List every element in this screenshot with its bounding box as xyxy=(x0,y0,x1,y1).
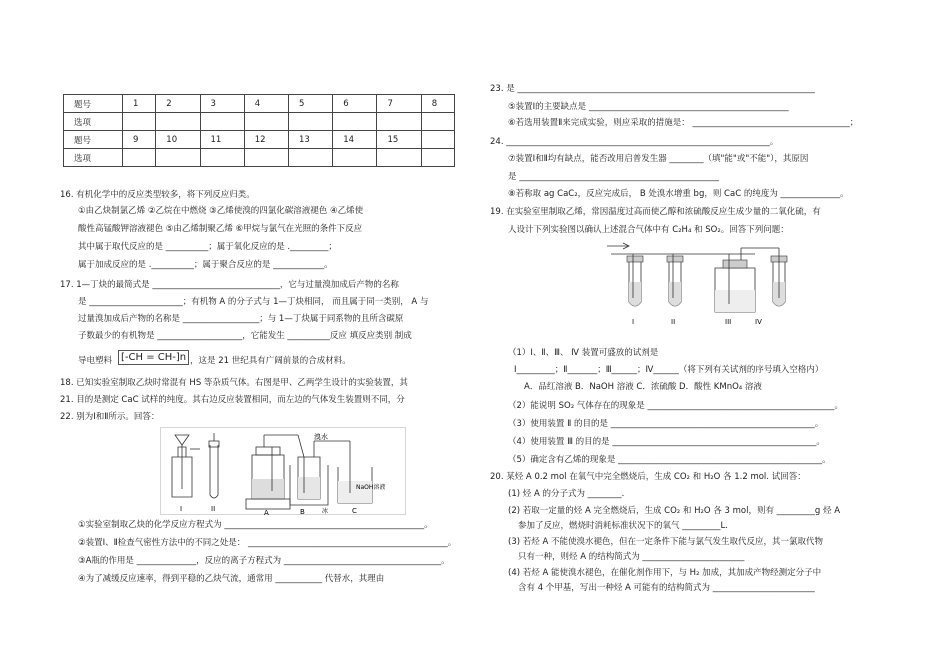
table-cell: 4 xyxy=(244,95,288,113)
q19-sub2[interactable]: （2）能说明 SO₂ 气体存在的现象是 ____________________________________________。 xyxy=(508,401,844,411)
q16-reaction-list: 酸性高锰酸钾溶液褪色 ⑤由乙烯制聚乙烯 ⑥甲烷与氯气在光照的条件下反应 xyxy=(78,224,363,234)
table-cell: 13 xyxy=(288,131,332,149)
q16-reaction-list: ①由乙炔制氯乙烯 ②乙烷在中燃烧 ③乙烯使溴的四氯化碳溶液褪色 ④乙烯使 xyxy=(78,206,364,216)
q18-sub8[interactable]: ⑧若称取 ag CaC₂，反应完成后， B 处溴水增重 bg，则 CaC 的纯度为 ______________。 xyxy=(508,189,849,199)
table-cell: 8 xyxy=(421,95,454,113)
answer-cell[interactable] xyxy=(421,113,454,131)
tube-i xyxy=(627,254,643,306)
q19-sub5[interactable]: （5）确定含有乙烯的现象是 ________________________________________________。 xyxy=(508,455,831,465)
question-19: 人设计下列实验图以确认上述混合气体中有 C₂H₄ 和 SO₂。回答下列问题： xyxy=(508,225,789,235)
table-row xyxy=(64,149,455,167)
bottle-iii xyxy=(715,248,779,312)
table-row xyxy=(64,131,455,149)
label-naoh: NaOH溶液 xyxy=(356,484,386,491)
q18-sub7-reason[interactable]: 是 _______________________________________________ xyxy=(508,172,719,182)
q17-text[interactable]: 过量溴加成后产物的名称是 __________________；与 1—丁炔属于同系物的且所含碳原 xyxy=(78,314,404,324)
answer-cell[interactable] xyxy=(244,149,288,167)
apparatus-ii xyxy=(209,433,219,498)
table-cell xyxy=(421,131,454,149)
q18-sub6[interactable]: ⑥若选用装置Ⅱ来完成实验，则应采取的措施是： _____________________________________； xyxy=(508,118,859,128)
table-cell: 12 xyxy=(244,131,288,149)
answer-cell[interactable] xyxy=(377,149,421,167)
q17-text[interactable]: 子数最少的有机物是 ____________________，它能发生 __________反应 填反应类别 制成 xyxy=(78,331,412,341)
q20-sub1[interactable]: (1) 烃 A 的分子式为 ________. xyxy=(508,489,625,499)
answer-cell[interactable] xyxy=(244,113,288,131)
table-cell: 14 xyxy=(333,131,377,149)
ethylene-apparatus-figure xyxy=(605,240,805,328)
q18-continue[interactable]: 23. 是 ______________________________________________________________________ xyxy=(490,84,815,94)
table-cell: 15 xyxy=(377,131,421,149)
tube-iv xyxy=(771,248,787,306)
table-cell: 6 xyxy=(333,95,377,113)
label-ii: II xyxy=(671,318,676,326)
q20-sub3-cont[interactable]: 只有一种，则烃 A 的结构简式为 ________________________ xyxy=(518,552,745,562)
label-ii: II xyxy=(211,505,216,513)
table-cell: 题号 xyxy=(64,131,123,149)
q17-text: ，这是 21 世纪具有广阔前景的合成材料。 xyxy=(190,356,351,366)
q18-sub4[interactable]: ④为了减缓反应速率，得到平稳的乙炔气流，通常用 ___________ 代替水，其理由 xyxy=(78,574,385,584)
label-i: I xyxy=(632,318,635,326)
label-ice: 冰 xyxy=(322,508,329,515)
table-cell: 5 xyxy=(288,95,332,113)
acetylene-apparatus-figure xyxy=(160,427,406,515)
table-cell: 9 xyxy=(123,131,156,149)
polymer-formula: [-CH = CH-]n xyxy=(118,350,189,365)
q20-sub2[interactable]: (2) 若取一定量的烃 A 完全燃烧后，生成 CO₂ 和 H₂O 各 3 mol，则有 _________g 烃 A xyxy=(508,506,841,516)
q18-sub3[interactable]: ③A瓶的作用是 ______________，反应的离子方程式为 _____________________________________。 xyxy=(78,556,450,566)
answer-cell[interactable] xyxy=(123,149,156,167)
answer-cell[interactable] xyxy=(377,113,421,131)
q19-sub3[interactable]: （3）使用装置 Ⅱ 的目的是 ________________________________________________。 xyxy=(508,419,824,429)
question-16: 16. 有机化学中的反应类型较多，将下列反应归类。 xyxy=(60,190,255,200)
answer-cell[interactable] xyxy=(333,149,377,167)
label-iii: III xyxy=(725,318,732,326)
question-19: 19. 在实验室里制取乙烯，常因温度过高而使乙醇和浓硫酸反应生成少量的二氧化硫，有 xyxy=(490,207,821,217)
table-cell: 题号 xyxy=(64,95,123,113)
q17-text[interactable]: 是 ______________________；有机物 A 的分子式与 1—丁炔相同， 而且属于同一类别， A 与 xyxy=(78,297,429,307)
table-cell: 1 xyxy=(123,95,156,113)
answer-cell[interactable] xyxy=(156,149,200,167)
table-cell: 7 xyxy=(377,95,421,113)
apparatus-i xyxy=(172,435,200,497)
q16-blank[interactable]: 属于加成反应的是 .__________；属于聚合反应的是 ____________。 xyxy=(78,260,333,270)
question-18: 21. 目的是测定 CaC 试样的纯度。其右边反应装置相同，而左边的气体发生装置则不同，分 xyxy=(60,395,405,405)
answer-cell[interactable] xyxy=(288,149,332,167)
answer-cell[interactable] xyxy=(200,113,244,131)
question-18: 18. 已知实验室制取乙炔时常混有 HS 等杂质气体。右图是甲、乙两学生设计的实验装置，其 xyxy=(60,378,408,388)
label-a: A xyxy=(264,509,269,515)
answer-cell[interactable] xyxy=(333,113,377,131)
q18-sub1[interactable]: ①实验室制取乙炔的化学反应方程式为 _______________________________________________。 xyxy=(78,520,433,530)
beaker-c xyxy=(338,441,372,503)
table-cell: 选项 xyxy=(64,149,123,167)
question-18: 22. 别为Ⅰ和Ⅱ所示。回答： xyxy=(60,412,160,422)
tube-ii xyxy=(667,254,683,306)
q20-sub3: (3) 若烃 A 不能使溴水褪色，但在一定条件下能与氯气发生取代反应，其一氯取代物 xyxy=(508,537,823,547)
label-c: C xyxy=(352,507,357,515)
table-cell: 选项 xyxy=(64,113,123,131)
q19-sub4[interactable]: （4）使用装置 Ⅲ 的目的是 ________________________________________________。 xyxy=(508,437,825,447)
table-cell: 2 xyxy=(156,95,200,113)
answer-table xyxy=(63,94,455,167)
q18-continue[interactable]: 24. ______________________________________________________________。 xyxy=(490,137,779,147)
table-cell: 11 xyxy=(200,131,244,149)
label-bromine-water: 溴水 xyxy=(314,433,328,441)
table-cell: 10 xyxy=(156,131,200,149)
label-b: B xyxy=(300,508,305,515)
label-iv: IV xyxy=(755,318,762,326)
q17-text: 导电塑料 xyxy=(78,356,113,366)
q16-blank[interactable]: 其中属于取代反应的是 __________；属于氧化反应的是 ._________； xyxy=(78,242,337,252)
answer-cell[interactable] xyxy=(156,113,200,131)
answer-cell[interactable] xyxy=(421,149,454,167)
table-row xyxy=(64,95,455,113)
answer-cell[interactable] xyxy=(200,149,244,167)
table-cell: 3 xyxy=(200,95,244,113)
question-20: 20. 某烃 A 0.2 mol 在氧气中完全燃烧后，生成 CO₂ 和 H₂O 各 1.2 mol. 试回答： xyxy=(490,472,806,482)
q18-sub7[interactable]: ⑦装置Ⅰ和Ⅱ均有缺点，能否改用启普发生器 ________（填"能"或"不能"），其原因 xyxy=(508,154,809,164)
q20-sub4-cont[interactable]: 含有 4 个甲基，写出一种烃 A 可能有的结构简式为 ________________________ xyxy=(518,583,815,593)
table-row xyxy=(64,113,455,131)
q19-options: A．品红溶液 B．NaOH 溶液 C．浓硫酸 D．酸性 KMnO₄ 溶液 xyxy=(524,382,762,392)
answer-cell[interactable] xyxy=(288,113,332,131)
q20-sub4: (4) 若烃 A 能使溴水褪色，在催化剂作用下，与 H₂ 加成，其加成产物经测定分子中 xyxy=(508,568,822,578)
q18-sub5[interactable]: ⑤装置Ⅰ的主要缺点是 _______________________________________________ xyxy=(508,102,789,112)
question-17[interactable]: 17. 1—丁炔的最简式是 ______________________________，它与过量溴加成后产物的名称 xyxy=(60,280,399,290)
q19-sub1: （1）Ⅰ、Ⅱ、Ⅲ、 Ⅳ 装置可盛放的试剂是 xyxy=(508,348,659,358)
q19-sub1-blanks[interactable]: Ⅰ_________；Ⅱ_______；Ⅲ______；Ⅳ______（将下列有关试剂的序号填入空格内） xyxy=(514,365,824,375)
q18-sub2[interactable]: ②装置Ⅰ、Ⅱ检查气密性方法中的不同之处是： _______________________________________________。 xyxy=(78,538,457,548)
label-i: I xyxy=(180,505,183,513)
q20-sub2-cont[interactable]: 参加了反应，燃烧时消耗标准状况下的氧气 _________L. xyxy=(518,521,728,531)
answer-cell[interactable] xyxy=(123,113,156,131)
